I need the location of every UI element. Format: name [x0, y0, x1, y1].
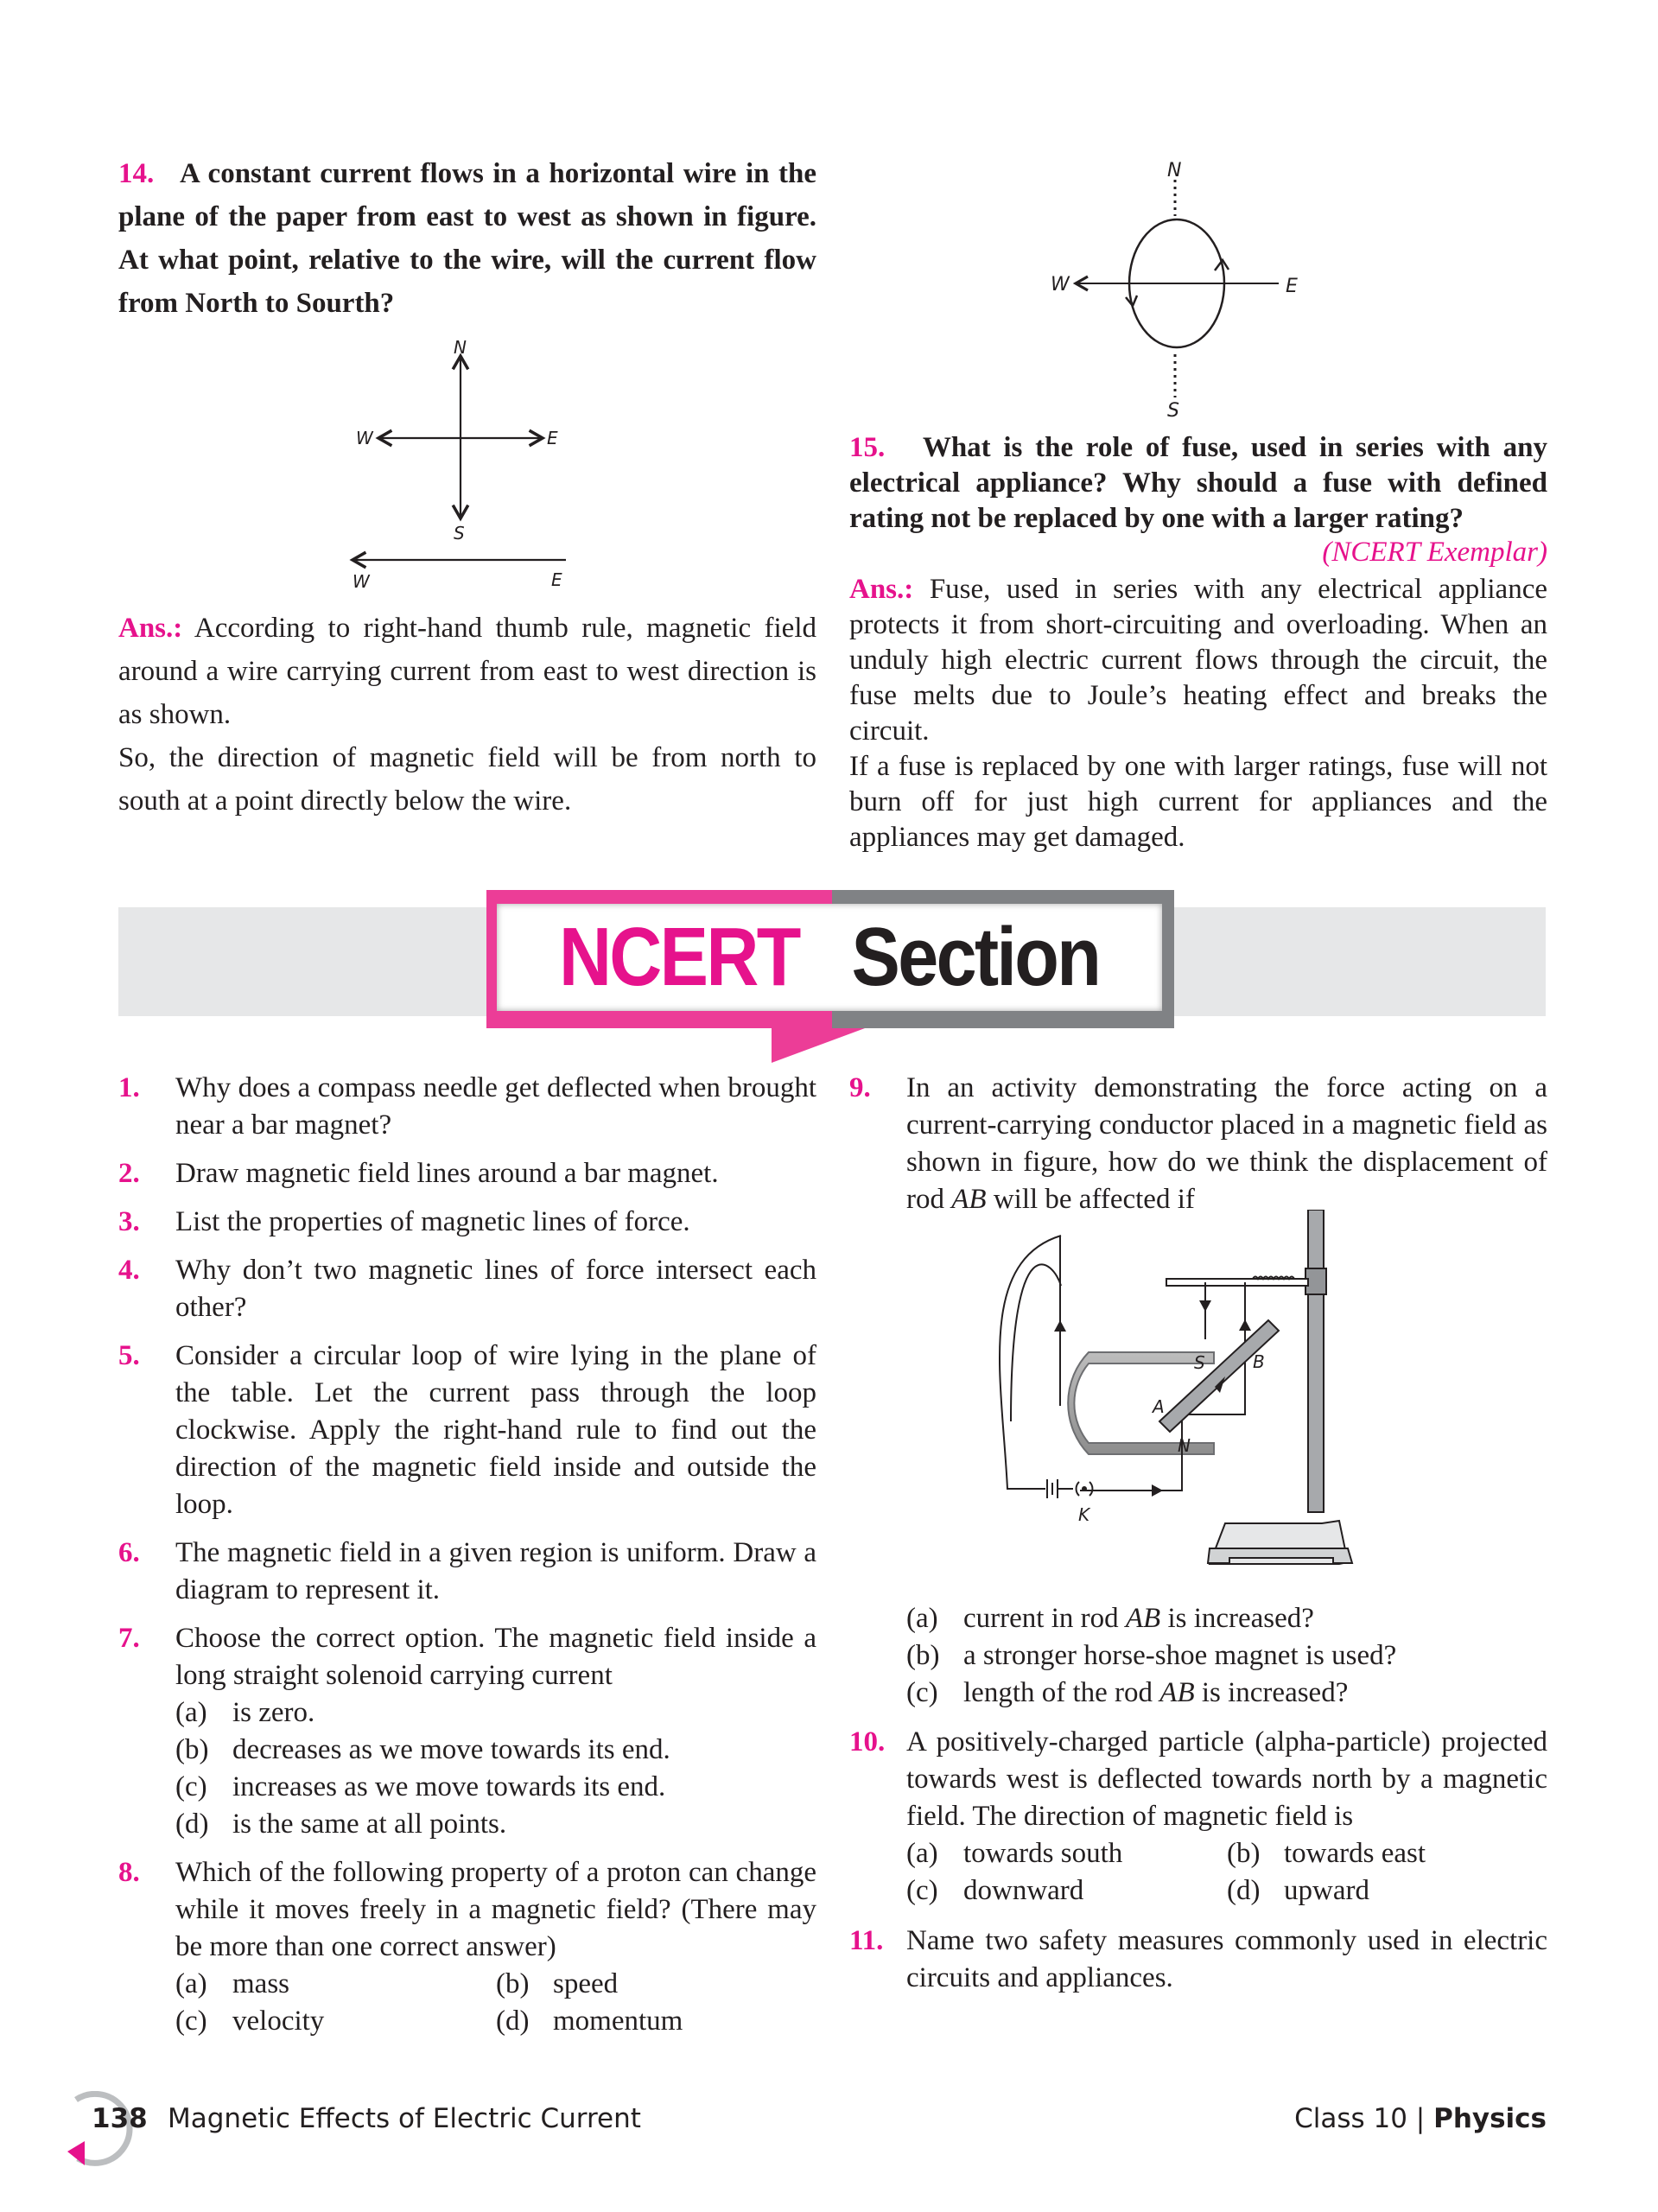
q15-question [849, 430, 1547, 537]
option-label: (c) [175, 2005, 207, 2037]
loop-figure [1037, 147, 1382, 432]
option-label: (d) [1227, 1875, 1261, 1906]
label-b: B [1253, 1351, 1265, 1372]
q14-answer [118, 607, 816, 823]
q-text: Why don’t two magnetic lines of force intersect each other? [175, 1255, 816, 1323]
q14-answer-p2: So, the direction of magnetic field will be from north to south at a point directly below the wire. [118, 742, 816, 817]
q-text: Which of the following property of a proton can change while it moves freely in a magnetic field? (There may be more than one correct answer) [175, 1857, 816, 1962]
rod-label: AB [951, 1184, 987, 1215]
option-text: increases as we move towards its end. [232, 1771, 666, 1802]
option-text: is zero. [232, 1697, 315, 1728]
page-number: 138 [92, 2103, 148, 2134]
label-s: S [1167, 400, 1179, 422]
label-n: N [1178, 1435, 1191, 1456]
q-number: 9. [849, 1072, 871, 1103]
class-label: Class 10 [1294, 2103, 1407, 2134]
q14-compass-figure [328, 337, 588, 613]
label-w: W [1051, 274, 1070, 296]
q15-question-text: What is the role of fuse, used in series with any electrical appliance? Why should a fuse with defined rating not be replaced by one with a larger rating? [849, 432, 1547, 534]
q-number: 11. [849, 1925, 884, 1956]
q-number: 4. [118, 1255, 140, 1286]
q-number: 10. [849, 1726, 886, 1758]
label-s: S [454, 523, 465, 543]
option-label: (b) [496, 1968, 530, 1999]
q10-option-d [1227, 1872, 1547, 1910]
q14-question [118, 152, 816, 325]
key-dot [1082, 1486, 1087, 1491]
q14-number: 14. [118, 158, 155, 189]
q-number: 7. [118, 1623, 140, 1654]
wire-label-w: W [353, 571, 370, 592]
option-text: velocity [232, 2005, 325, 2037]
ncert-q5 [118, 1338, 816, 1523]
q7-option-c [175, 1769, 816, 1806]
q-number: 5. [118, 1340, 140, 1371]
ncert-q4 [118, 1252, 816, 1326]
q-text: Consider a circular loop of wire lying in the plane of the table. Let the current pass through the loop clockwise. Apply the right-hand rule to find out the direction of the magnetic field inside and outside the loop. [175, 1340, 816, 1520]
q7-options [175, 1694, 816, 1843]
q-text: Draw magnetic field lines around a bar magnet. [175, 1158, 719, 1189]
footer [52, 2091, 1555, 2195]
banner-speech-tail [772, 1028, 867, 1065]
q8-option-d [496, 2003, 816, 2040]
banner-white-panel [497, 904, 1162, 1011]
q15-answer-p1 [849, 572, 1547, 749]
option-label: (d) [175, 1808, 209, 1840]
subject-label: Physics [1433, 2103, 1547, 2134]
separator: | [1415, 2103, 1426, 2134]
option-text: is the same at all points. [232, 1808, 507, 1840]
stand-pole [1308, 1210, 1324, 1512]
option-text: mass [232, 1968, 289, 1999]
answer-text: Fuse, used in series with any electrical appliance protects it from short-circuiting and overloading. When an unduly high electric current flows through the circuit, the fuse melts due to Joule’s heating effect and breaks the circuit. [849, 574, 1548, 747]
option-label: (b) [906, 1640, 940, 1671]
label-n: N [1167, 160, 1182, 181]
q8-option-a [175, 1966, 496, 2003]
q15-answer [849, 572, 1547, 855]
ncert-q9 [849, 1070, 1547, 1218]
label-n: N [454, 337, 467, 358]
label-w: W [356, 428, 373, 448]
q-text: Why does a compass needle get deflected when brought near a bar magnet? [175, 1072, 816, 1141]
option-label: (c) [906, 1875, 938, 1906]
option-label: (d) [496, 2005, 530, 2037]
ncert-right-column-lower [849, 1724, 1547, 1997]
option-label: (c) [175, 1771, 207, 1802]
rod-label: AB [1125, 1603, 1161, 1634]
q-text: Name two safety measures commonly used in electric circuits and appliances. [906, 1925, 1547, 1993]
q10-option-b [1227, 1835, 1547, 1872]
banner-word-ncert: NCERT [559, 911, 800, 1003]
q-number: 3. [118, 1206, 140, 1237]
label-e: E [1286, 276, 1298, 297]
q10-option-a [906, 1835, 1227, 1872]
wire-label-e: E [551, 569, 562, 590]
q7-option-b [175, 1732, 816, 1769]
q15-number: 15. [849, 432, 886, 463]
ncert-q6 [118, 1535, 816, 1609]
option-text: towards south [963, 1838, 1123, 1869]
label-a: A [1153, 1396, 1165, 1417]
q15-answer-p2: If a fuse is replaced by one with larger ratings, fuse will not burn off for just high current for appliances and the appliances may get damaged. [849, 751, 1547, 853]
q10-option-c [906, 1872, 1227, 1910]
q-text: A positively-charged particle (alpha-particle) projected towards west is deflected towards north by a magnetic field. The direction of magnetic field is [906, 1726, 1547, 1832]
q7-option-d [175, 1806, 816, 1843]
q-text: Choose the correct option. The magnetic field inside a long straight solenoid carrying current [175, 1623, 816, 1691]
q-text: In an activity demonstrating the force acting on a current-carrying conductor placed in a magnetic field as shown in figure, how do we think the displacement of rod [906, 1072, 1547, 1215]
option-text: momentum [553, 2005, 683, 2037]
ncert-q3 [118, 1204, 816, 1241]
class-subject [1294, 2103, 1547, 2134]
wire-left [1011, 1264, 1061, 1421]
banner-word-section: Section [851, 911, 1100, 1003]
option-label: (c) [906, 1677, 938, 1708]
option-label: (a) [906, 1603, 938, 1634]
option-text: towards east [1284, 1838, 1426, 1869]
ncert-q11 [849, 1923, 1547, 1997]
q9-option-c [906, 1675, 1547, 1712]
option-text: current in rod [963, 1603, 1126, 1634]
rod-label: AB [1159, 1677, 1195, 1708]
label-e: E [547, 428, 558, 448]
q15-source: (NCERT Exemplar) [1322, 537, 1547, 568]
answer-label: Ans.: [849, 574, 914, 605]
q14-question-text: A constant current flows in a horizontal wire in the plane of the paper from east to west as shown in figure. At what point, relative to the wire, will the current flow from North to Sourth? [118, 158, 816, 319]
option-text: upward [1284, 1875, 1369, 1906]
q-number: 8. [118, 1857, 140, 1888]
option-label: (a) [175, 1968, 207, 1999]
q8-option-c [175, 2003, 496, 2040]
q8-option-b [496, 1966, 816, 2003]
page-pointer-icon [67, 2141, 85, 2165]
option-text: decreases as we move towards its end. [232, 1734, 670, 1765]
option-label: (a) [175, 1697, 207, 1728]
option-label: (a) [906, 1838, 938, 1869]
ncert-q10 [849, 1724, 1547, 1910]
q-text: List the properties of magnetic lines of force. [175, 1206, 690, 1237]
chapter-title: Magnetic Effects of Electric Current [168, 2103, 641, 2134]
option-label: (b) [175, 1734, 209, 1765]
q10-options [906, 1835, 1547, 1910]
q14-answer-p1 [118, 607, 816, 736]
ncert-q7 [118, 1620, 816, 1843]
option-text-end: is increased? [1194, 1677, 1349, 1708]
ncert-left-column [118, 1070, 816, 2040]
ncert-q2 [118, 1155, 816, 1192]
q-number: 1. [118, 1072, 140, 1103]
q-number: 6. [118, 1537, 140, 1568]
label-k: K [1078, 1504, 1090, 1525]
support-rod [1166, 1279, 1308, 1286]
coil [1253, 1277, 1294, 1280]
ncert-right-column [849, 1070, 1547, 1218]
ncert-q8 [118, 1854, 816, 2040]
label-s: S [1194, 1352, 1205, 1373]
q-text: The magnetic field in a given region is uniform. Draw a diagram to represent it. [175, 1537, 816, 1605]
option-text: length of the rod [963, 1677, 1160, 1708]
q8-options [175, 1966, 816, 2040]
q-text-end: will be affected if [986, 1184, 1195, 1215]
option-text: speed [553, 1968, 619, 1999]
q9-option-a [906, 1600, 1547, 1637]
option-text: a stronger horse-shoe magnet is used? [963, 1640, 1397, 1671]
option-label: (b) [1227, 1838, 1261, 1869]
q7-option-a [175, 1694, 816, 1732]
q9-option-b [906, 1637, 1547, 1675]
q-number: 2. [118, 1158, 140, 1189]
answer-label: Ans.: [118, 613, 183, 644]
answer-text: According to right-hand thumb rule, magnetic field around a wire carrying current from east to west direction is as shown. [118, 613, 816, 730]
q9-apparatus-figure [994, 1210, 1400, 1599]
option-text-end: is increased? [1160, 1603, 1314, 1634]
q9-options [906, 1600, 1547, 1712]
ncert-section-banner [486, 890, 1174, 1028]
option-text: downward [963, 1875, 1084, 1906]
ncert-q1 [118, 1070, 816, 1144]
